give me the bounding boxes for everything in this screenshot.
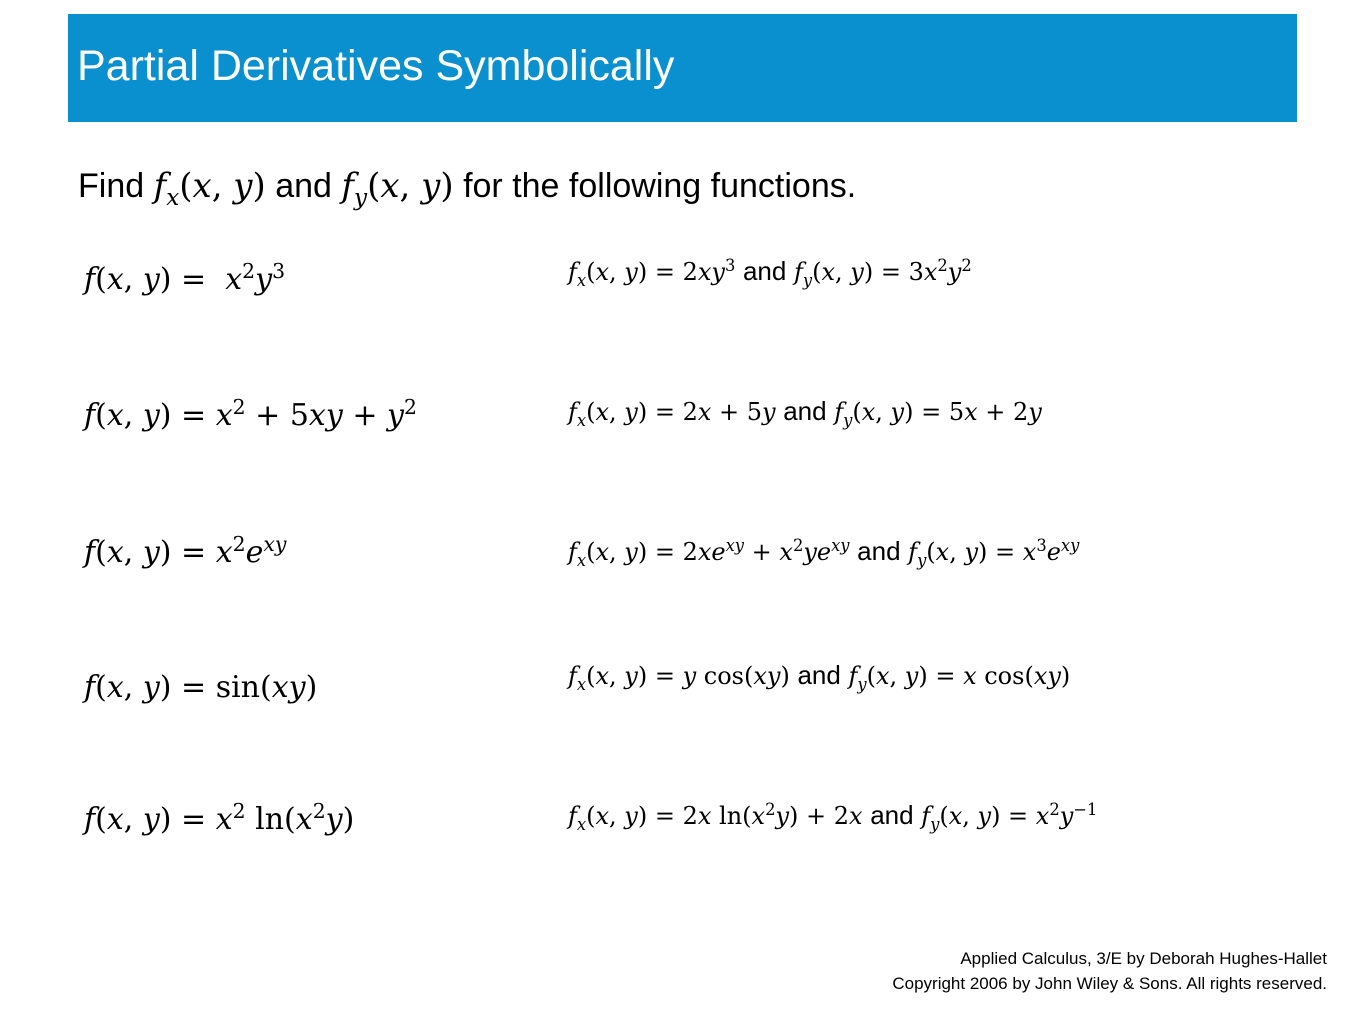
prompt-fx: $f_x(x$, y) bbox=[153, 166, 266, 211]
prompt-and: and bbox=[275, 167, 332, 205]
copyright-footer bbox=[892, 946, 1327, 996]
function-1: f(x, $y) = x^2y^3$ bbox=[84, 259, 286, 297]
function-3: f(x, $y) = x^2e^{xy}$ bbox=[84, 532, 287, 570]
and-word: and bbox=[797, 660, 841, 690]
title-bar bbox=[68, 14, 1297, 122]
and-word: and bbox=[857, 536, 901, 566]
prompt-rest: for the following functions. bbox=[463, 167, 857, 205]
derivatives-5: $f_x(x$, y) = 2x $\ln(x^2y) + 2x$ and $f_y(x$, $y) = x^2y^{-1}$ bbox=[568, 800, 1098, 834]
function-4: f(x, y) = sin(xy) bbox=[84, 670, 318, 705]
footer-line-1: Applied Calculus, 3/E by Deborah Hughes-Hallet bbox=[960, 949, 1327, 968]
prompt-fy: $f_y(x$, y) bbox=[341, 166, 454, 211]
derivatives-4: $f_x(x$, y) = y cos(xy) and $f_y(x$, y) = x cos(xy) bbox=[568, 660, 1071, 694]
derivatives-3: $f_x(x$, $y) = 2xe^{xy} + x^2ye^{xy}$ and $f_y(x$, $y) = x^3e^{xy}$ bbox=[568, 536, 1080, 570]
derivatives-2: $f_x(x$, y) = 2x + 5y and $f_y(x$, y) = 5x + 2y bbox=[568, 396, 1042, 430]
footer-line-2: Copyright 2006 by John Wiley & Sons. All rights reserved. bbox=[892, 974, 1327, 993]
prompt-find: Find bbox=[78, 167, 145, 205]
and-word: and bbox=[783, 396, 827, 426]
prompt-line bbox=[78, 166, 857, 211]
function-2: f(x, $y) = x^2 + 5xy + y^2$ bbox=[84, 395, 417, 433]
function-5: f(x, $y) = x^2$ $\ln(x^2y)$ bbox=[84, 799, 355, 837]
slide-title: Partial Derivatives Symbolically bbox=[77, 42, 675, 90]
and-word: and bbox=[742, 256, 787, 286]
derivatives-1: $f_x(x$, $y) = 2xy^3$ and $f_y(x$, $y) = 3x^2y^2$ bbox=[568, 256, 972, 290]
and-word: and bbox=[870, 800, 914, 830]
